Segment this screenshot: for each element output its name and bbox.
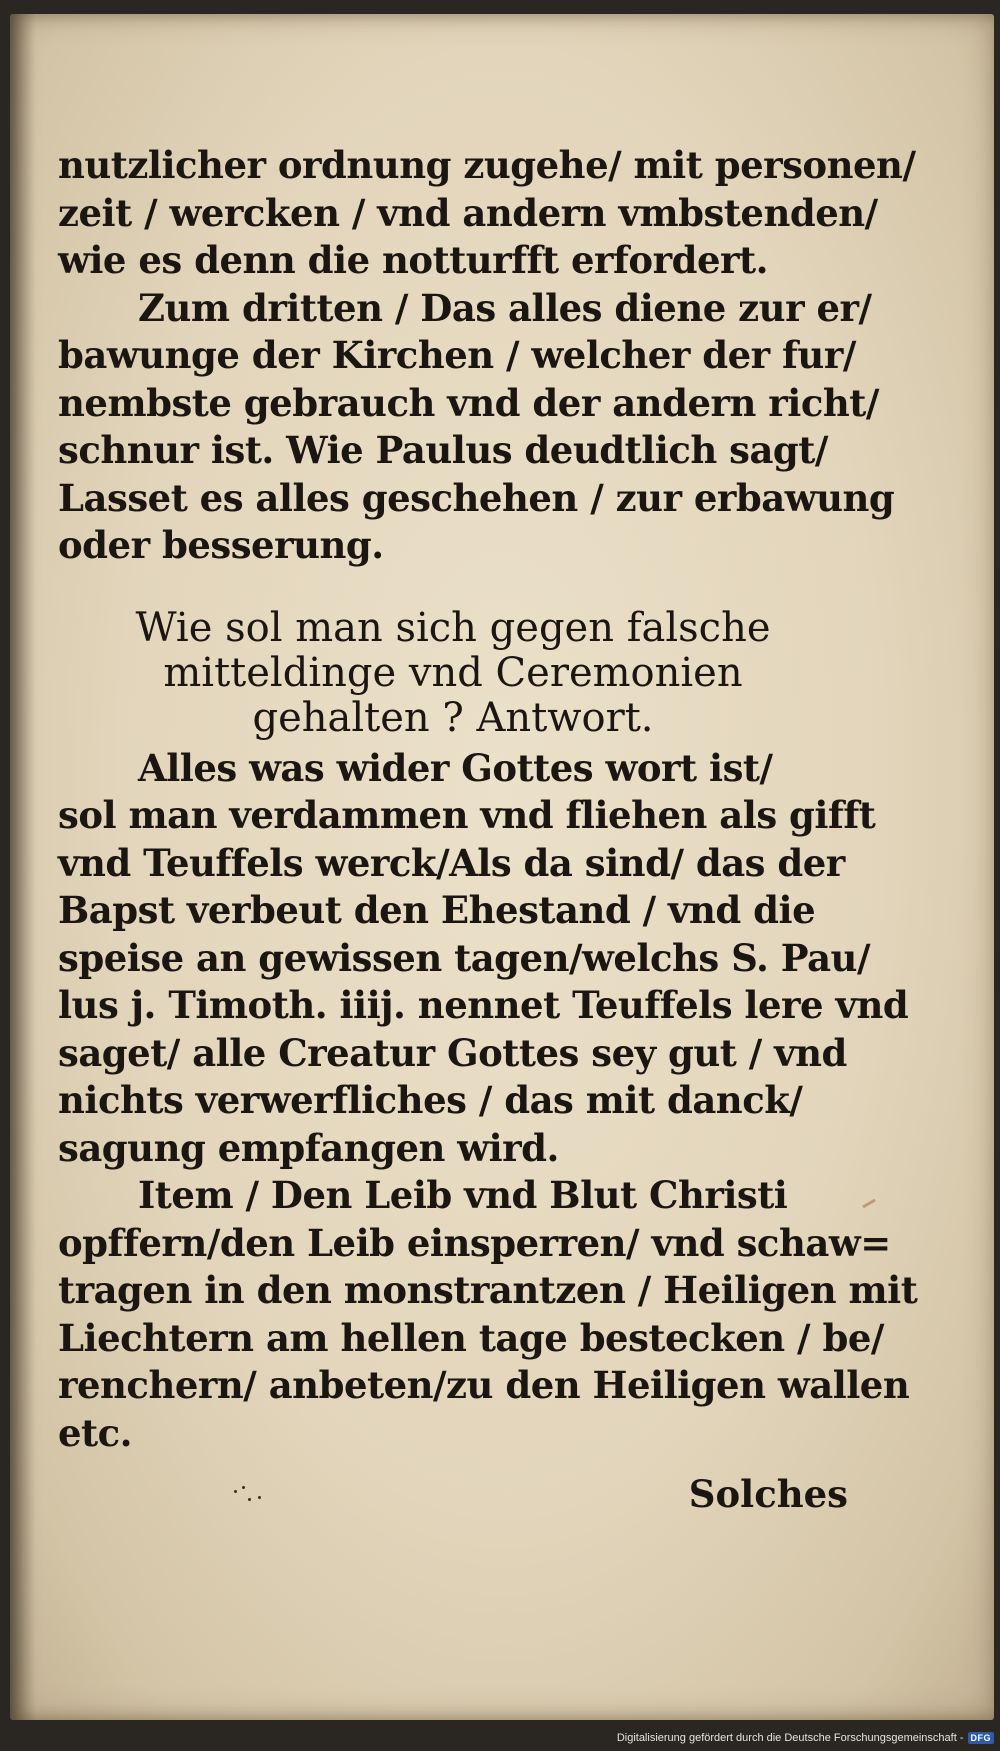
text-line: nembste gebrauch vnd der andern richt/ [58, 380, 879, 425]
paragraph-2 [58, 285, 895, 570]
ink-specks [232, 1486, 272, 1506]
text-line: sol man verdammen vnd fliehen als gifft [58, 793, 876, 837]
text-line: renchern/ anbeten/zu den Heiligen wallen [58, 1363, 910, 1407]
text-line: oder besserung. [58, 523, 384, 567]
ink-mark [862, 1199, 876, 1209]
heading-line: gehalten ? Antwort. [252, 694, 654, 741]
page-text [58, 142, 918, 1519]
credit-text: Digitalisierung gefördert durch die Deutsche Forschungsgemeinschaft - [616, 1732, 964, 1744]
page-gutter-shadow [10, 14, 36, 1720]
dfg-logo: DFG [968, 1732, 995, 1744]
text-line: Item / Den Leib vnd Blut Christi [138, 1173, 788, 1217]
text-line: opffern/den Leib einsperren/ vnd schaw= [58, 1220, 891, 1265]
text-line: tragen in den monstrantzen / Heiligen mit [58, 1268, 918, 1312]
heading-line: Wie sol man sich gegen falsche [135, 604, 771, 651]
heading-line: mitteldinge vnd Ceremonien [163, 649, 743, 696]
text-line: wie es denn die notturfft erfordert. [58, 238, 768, 282]
text-line: schnur ist. Wie Paulus deudtlich sagt/ [58, 428, 828, 472]
paragraph-1 [58, 142, 916, 285]
catchword: Solches [688, 1472, 848, 1516]
text-line: zeit / wercken / vnd andern vmbstenden/ [58, 190, 878, 235]
text-line: lus j. Timoth. iiij. nennet Teuffels lere vnd [58, 983, 909, 1027]
text-line: Lasset es alles geschehen / zur erbawung [58, 475, 895, 520]
text-line: Bapst verbeut den Ehestand / vnd die [58, 888, 816, 932]
text-line: vnd Teuffels werck/Als da sind/ das der [58, 840, 845, 885]
text-line: sagung empfangen wird. [58, 1125, 559, 1170]
text-line: Alles was wider Gottes wort ist/ [138, 745, 773, 790]
text-line: Liechtern am hellen tage bestecken / be/ [58, 1315, 884, 1360]
text-line: nichts verwerfliches / das mit danck/ [58, 1078, 803, 1122]
paragraph-4 [58, 1172, 918, 1457]
section-heading [58, 606, 848, 741]
book-page [10, 14, 994, 1720]
text-line: nutzlicher ordnung zugehe/ mit personen/ [58, 143, 916, 187]
text-line: etc. [58, 1410, 133, 1455]
text-line: speise an gewissen tagen/welchs S. Pau/ [58, 935, 870, 980]
text-line: saget/ alle Creatur Gottes sey gut / vnd [58, 1030, 847, 1075]
digitization-credit [617, 1729, 994, 1747]
text-line: bawunge der Kirchen / welcher der fur/ [58, 333, 856, 377]
text-line: Zum dritten / Das alles diene zur er/ [138, 285, 872, 330]
paragraph-3 [58, 745, 909, 1173]
